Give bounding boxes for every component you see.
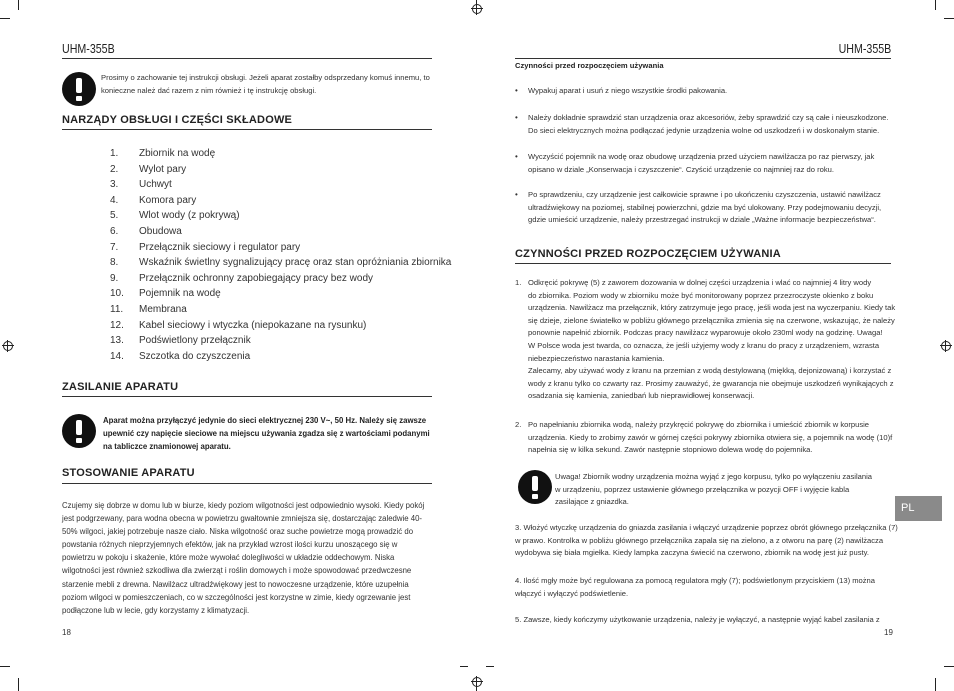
- parts-list-item: [110, 271, 451, 287]
- parts-list-number: 7.: [110, 241, 119, 253]
- step-5-text: [515, 614, 895, 627]
- section-rule: [62, 129, 432, 130]
- parts-list-number: 11.: [110, 303, 124, 315]
- pre-bullet: Po sprawdzeniu, czy urządzenie jest całkowicie sprawne i po ukończeniu czyszczenia, ustawić nawilżacz ultradźwiękowy na poziomej, stabilnej powierzchni, gdzie ma być ulokowany. Przy podejmowaniu decyzji, gdzie umieścić urządzenie, należy przestrzegać instrukcji w dziale „Ważne informacje bezpieczeństwa“.: [528, 190, 882, 225]
- right-page: [477, 0, 954, 691]
- text-line: niebezpieczeństwo narastania kamienia.: [528, 353, 665, 363]
- text-line: się dzieje, zielone światełko w pobliżu głównego przełącznika zmienia się na czerwone, wskazując, że należy: [528, 315, 895, 325]
- parts-list-label: Przełącznik sieciowy i regulator pary: [139, 241, 301, 253]
- text-line: 3. Włożyć wtyczkę urządzenia do gniazda zasilania i włączyć urządzenie poprzez obrót głównego przełącznika (7): [515, 523, 898, 532]
- parts-list-item: [110, 162, 451, 178]
- exclamation-icon: [518, 470, 552, 504]
- bullet: •: [515, 113, 518, 122]
- model-name: UHM-355B: [838, 41, 891, 56]
- text-line: Zalecamy, aby używać wody z kranu na przemian z wodą destylowaną (miękką, dejonizowaną) i korzystać z: [528, 366, 892, 376]
- parts-list: [110, 146, 451, 364]
- parts-list-label: Uchwyt: [139, 179, 172, 191]
- header-rule: [515, 58, 891, 59]
- parts-list-label: Wskaźnik świetlny sygnalizujący pracę oraz stan opróżniania zbiornika: [139, 257, 452, 269]
- text-line: Odkręcić pokrywę (5) z zaworem dozowania w dolnej części urządzenia i wlać co najmniej 4 litry wody: [528, 278, 872, 287]
- page-number: 19: [884, 628, 893, 637]
- parts-list-item: [110, 302, 451, 318]
- power-heading: ZASILANIE APARATU: [62, 381, 179, 393]
- pre-bullet: Wypakuj aparat i usuń z niego wszystkie środki pakowania.: [528, 86, 728, 95]
- parts-list-item: [110, 240, 451, 256]
- text-line: napełnia się w kilka sekund. Zawór następnie stopniowo dolewa wodę do pojemnika.: [528, 445, 813, 455]
- step-number: 1.: [515, 278, 522, 287]
- parts-list-item: [110, 286, 451, 302]
- power-warning: Aparat można przyłączyć jedynie do sieci elektrycznej 230 V~, 50 Hz. Należy się zawsze upewnić czy napięcie sieciowe na miejscu używania zgadza się z wartościami podanymi na tabliczce znamionowej aparatu.: [103, 416, 430, 451]
- text-line: Po napełnianiu zbiornika wodą, należy przykręcić pokrywę do zbiornika i umieścić zbiornik w korpusie: [528, 420, 870, 429]
- text-line: osadzania się kamienia, zaniedbań lub nieprawidłowej konserwacji.: [528, 391, 755, 401]
- parts-list-item: [110, 224, 451, 240]
- parts-list-label: Pojemnik na wodę: [139, 288, 221, 300]
- step-4-text: [515, 575, 895, 600]
- bullet: •: [515, 190, 518, 199]
- text-line: W Polsce woda jest twarda, co oznacza, że jeśli użyjemy wody z kranu do pracy z urządzeniem, wzrasta: [528, 340, 880, 350]
- exclamation-icon: [62, 72, 96, 106]
- parts-list-label: Przełącznik ochronny zapobiegający pracy bez wody: [139, 272, 374, 284]
- warning-text: Uwaga! Zbiornik wodny urządzenia można wyjąć z jego korpusu, tylko po wyłączeniu zasilania w urządzeniu, poprzez ustawienie głównego przełącznika w pozycji OFF i wyjęcie kabla zasilające z gniazdka.: [555, 472, 872, 507]
- parts-list-number: 1.: [110, 148, 119, 159]
- step-number: 2.: [515, 420, 522, 429]
- text-line: wody z kranu tylko co czwarty raz. Prosimy zauważyć, że gwarancja nie obejmuje uszkodzeń wynikających z: [528, 378, 894, 388]
- section-rule: [515, 263, 891, 264]
- text-line: włączyć i wyłączyć podświetlenie.: [515, 588, 629, 598]
- parts-list-number: 10.: [110, 288, 124, 300]
- bullet: •: [515, 152, 518, 161]
- pre-bullet: Wyczyścić pojemnik na wodę oraz obudowę urządzenia przed użyciem nawilżacza po raz pierwszy, jak opisano w dziale „Konserwacja i czyszczenie“. Czyścić urządzenie co najmniej raz do roku.: [528, 152, 875, 174]
- parts-list-label: Wylot pary: [139, 163, 187, 175]
- text-line: wydobywa się biała mgiełka. Kiedy lampka zaczyna świecić na czerwono, zbiornik na wodę jest już pusty.: [515, 548, 869, 558]
- pre-bullet: Należy dokładnie sprawdzić stan urządzenia oraz akcesoriów, żeby sprawdzić czy są całe i nieuszkodzone. Do sieci elektrycznych można podłączać jedynie urządzenia wolne od uszkodzeń i w doskonałym stanie.: [528, 113, 889, 135]
- parts-list-label: Obudowa: [139, 225, 182, 237]
- parts-list-number: 4.: [110, 194, 119, 206]
- step-2-text: [528, 419, 894, 457]
- text-line: 4. Ilość mgły może być regulowana za pomocą regulatora mgły (7); podświetlonym przyciskiem (13) można: [515, 576, 876, 585]
- text-line: 5. Zawsze, kiedy kończymy użytkowanie urządzenia, należy je wyłączyć, a następnie wyjąć kabel zasilania z: [515, 615, 880, 624]
- parts-list-label: Zbiornik na wodę: [139, 148, 216, 159]
- parts-list-label: Szczotka do czyszczenia: [139, 350, 251, 362]
- parts-list-item: [110, 146, 451, 162]
- exclamation-icon: [62, 414, 96, 448]
- main-heading: CZYNNOŚCI PRZED ROZPOCZĘCIEM UŻYWANIA: [515, 248, 781, 260]
- step-3-text: [515, 522, 898, 560]
- text-line: urządzenia. Nawilżacz ma przełącznik, który zatrzymuje jego pracę, jeśli woda jest na wyczerpaniu. Kiedy tak: [528, 303, 896, 313]
- parts-list-number: 8.: [110, 257, 119, 269]
- section-rule: [62, 396, 432, 397]
- parts-list-number: 13.: [110, 335, 124, 347]
- parts-heading: NARZĄDY OBSŁUGI I CZĘŚCI SKŁADOWE: [62, 114, 293, 126]
- page-number: 18: [62, 628, 71, 637]
- parts-list-label: Membrana: [139, 303, 187, 315]
- parts-list-item: [110, 349, 451, 365]
- text-line: do zbiornika. Poziom wody w zbiorniku może być monitorowany poprzez przezroczyste okienko z boku: [528, 290, 874, 300]
- parts-list-number: 3.: [110, 179, 119, 191]
- usage-heading: STOSOWANIE APARATU: [62, 467, 195, 479]
- section-rule: [62, 483, 432, 484]
- parts-list-item: [110, 333, 451, 349]
- parts-list-number: 5.: [110, 210, 119, 222]
- parts-list-label: Wlot wody (z pokrywą): [139, 210, 240, 222]
- text-line: ponownie napełnić zbiornik. Podczas pracy nawilżacz wyparowuje około 230ml wody na godzinę. Uwaga!: [528, 328, 883, 338]
- language-tab: PL: [895, 496, 942, 521]
- bullet: •: [515, 86, 518, 95]
- parts-list-number: 2.: [110, 163, 119, 175]
- parts-list-label: Komora pary: [139, 194, 197, 206]
- text-line: urządzenia. Kiedy to zrobimy zawór w górnej części pokrywy zbiornika otwiera się, a pojemnik na wodę (10)f: [528, 432, 893, 442]
- parts-list-item: [110, 193, 451, 209]
- step-1-text: [528, 277, 894, 403]
- text-line: w prawo. Kontrolka w pobliżu głównego przełącznika zapala się na zielono, a z otworu na parę (2) nawilżacza: [515, 535, 884, 545]
- model-name: UHM-355B: [62, 41, 115, 56]
- parts-list-number: 12.: [110, 319, 124, 331]
- intro-note: Prosimy o zachowanie tej instrukcji obsługi. Jeżeli aparat zostałby odsprzedany komuś innemu, to konieczne należ dać razem z nim również i tę instrukcję obsługi.: [101, 73, 430, 95]
- parts-list-number: 6.: [110, 225, 119, 237]
- parts-list-number: 14.: [110, 350, 124, 362]
- parts-list-item: [110, 208, 451, 224]
- usage-text: Czujemy się dobrze w domu lub w biurze, kiedy poziom wilgotności jest odpowiednio wysoki. Kiedy pokój jest podgrzewany, para wodna obecna w powietrzu gwałtownie zmniejsza się, dostarczając zaledwie 40-50% wilgoci, jakiej potrzebuje nasze ciało. Niska wilgotność oraz suche powietrze mogą prowadzić do powstania różnych nieprzyjemnych efektów, jak na przykład wzrost ilości kurzu unoszącego się w powietrzu w pokoju i skażenie, które może wywołać dolegliwości w układzie oddechowym. Niska wilgotności jest również szkodliwa dla zwierząt i roślin domowych i może spowodować przedwczesne starzenie mebli z drewna. Nawilżacz ultradźwiękowy jest to nowoczesne urządzenie, które uzupełnia poziom wilgoci w pomieszczeniach, co w szczególności jest korzystne w zimie, kiedy ogrzewanie jest podłączone lub w lecie, gdy korzystamy z klimatyzacji.: [62, 501, 425, 615]
- pre-heading: Czynności przed rozpoczęciem używania: [515, 61, 664, 70]
- parts-list-item: [110, 255, 451, 271]
- header-rule: [62, 58, 432, 59]
- parts-list-label: Kabel sieciowy i wtyczka (niepokazane na rysunku): [139, 319, 367, 331]
- parts-list-item: [110, 177, 451, 193]
- parts-list-item: [110, 318, 451, 334]
- parts-list-label: Podświetlony przełącznik: [139, 335, 251, 347]
- parts-list-number: 9.: [110, 272, 119, 284]
